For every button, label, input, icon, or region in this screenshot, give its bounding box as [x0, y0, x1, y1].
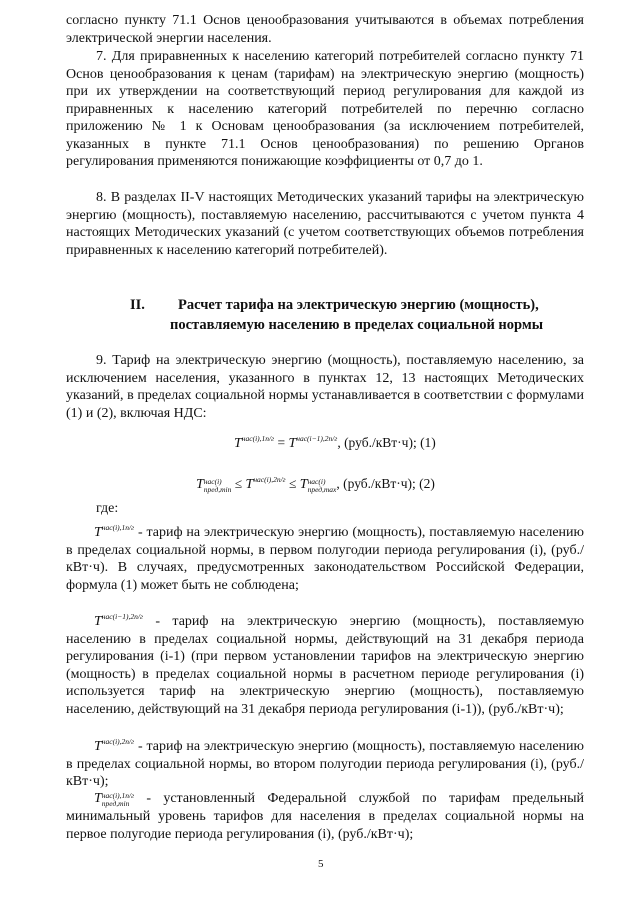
section-title-line1: Расчет тарифа на электрическую энергию (мощность), [178, 297, 539, 313]
paragraph-9: 9. Тариф на электрическую энергию (мощность), поставляемую населению, за исключением населения, указанного в пунктах 12, 13 настоящих Методических указаний, в пределах социальной нормы устанавливается в соответствии с формулами (1) и (2), включая НДС: [66, 353, 584, 421]
definition-2: $T^{нас(i-1),2п/г}$ - тариф на электрическую энергию (мощность), поставляемую населению в пределах социальной нормы, действующий на 31 декабря периода регулирования (i-1) (при первом установлении тарифов на электрическую энергию (мощность) в пределах социальной нормы в расчетном периоде регулирования (i) используется тариф на электрическую энергию (мощность), поставляемую населению, действующий на 31 декабря периода регулирования (i-1)), (руб./кВт·ч); [66, 612, 585, 717]
paragraph-intro-tail: согласно пункту 71.1 Основ ценообразования учитываются в объемах потребления электрической энергии населения. [66, 13, 584, 46]
section-number: II. [130, 297, 145, 313]
section-title-line2: поставляемую населению в пределах социальной нормы [170, 317, 544, 333]
paragraph-8: 8. В разделах II-V настоящих Методических указаний тарифы на электрическую энергию (мощность), поставляемую населению, рассчитываются с учетом пункта 4 настоящих Методических указаний (с учетом соответствующих объемов потребления приравненных к населению категорий потребителей). [66, 190, 584, 258]
page-number: 5 [318, 858, 324, 870]
formula-1: $T^{нас(i),1п/г} = T^{нас(i-1),2п/г}$, (руб./кВт·ч); (1) [234, 434, 436, 451]
definition-1: $T^{нас(i),1п/г}$ - тариф на электрическую энергию (мощность), поставляемую населению в пределах социальной нормы, в первом полугодии периода регулирования (i), (руб./кВт·ч). В случаях, предусмотренных законодательством Российской Федерации, формула (1) может быть не соблюдена; [66, 523, 584, 593]
formula-2: T нас(i) пред,min ≤ $T^{нас(i),2п/г} \le T$ нас(i) пред,max , (руб./кВт·ч); (2) [196, 475, 435, 494]
paragraph-7: 7. Для приравненных к населению категорий потребителей согласно пункту 71 Основ ценообразования к ценам (тарифам) на электрическую энергию (мощность) при их утверждении на соответствующий период регулирования для каждой из приравненных к населению категорий потребителей по перечню согласно приложению № 1 к Основам ценообразования (за исключением потребителей, указанных в пункте 71.1 Основ ценообразования) по решению Органов регулирования применяются понижающие коэффициенты от 0,7 до 1. [66, 49, 584, 169]
where-label: где: [96, 501, 119, 516]
definition-3: $T^{нас(i),2п/г}$ - тариф на электрическую энергию (мощность), поставляемую населению в пределах социальной нормы, во втором полугодии периода регулирования (i), (руб./кВт·ч); [66, 737, 584, 789]
definition-4: T нас(i),1п/г пред,min - установленный Федеральной службой по тарифам предельный минимальный уровень тарифов для населения в пределах социальной нормы на первое полугодие периода регулирования (i), (руб./кВт·ч); [66, 791, 584, 842]
